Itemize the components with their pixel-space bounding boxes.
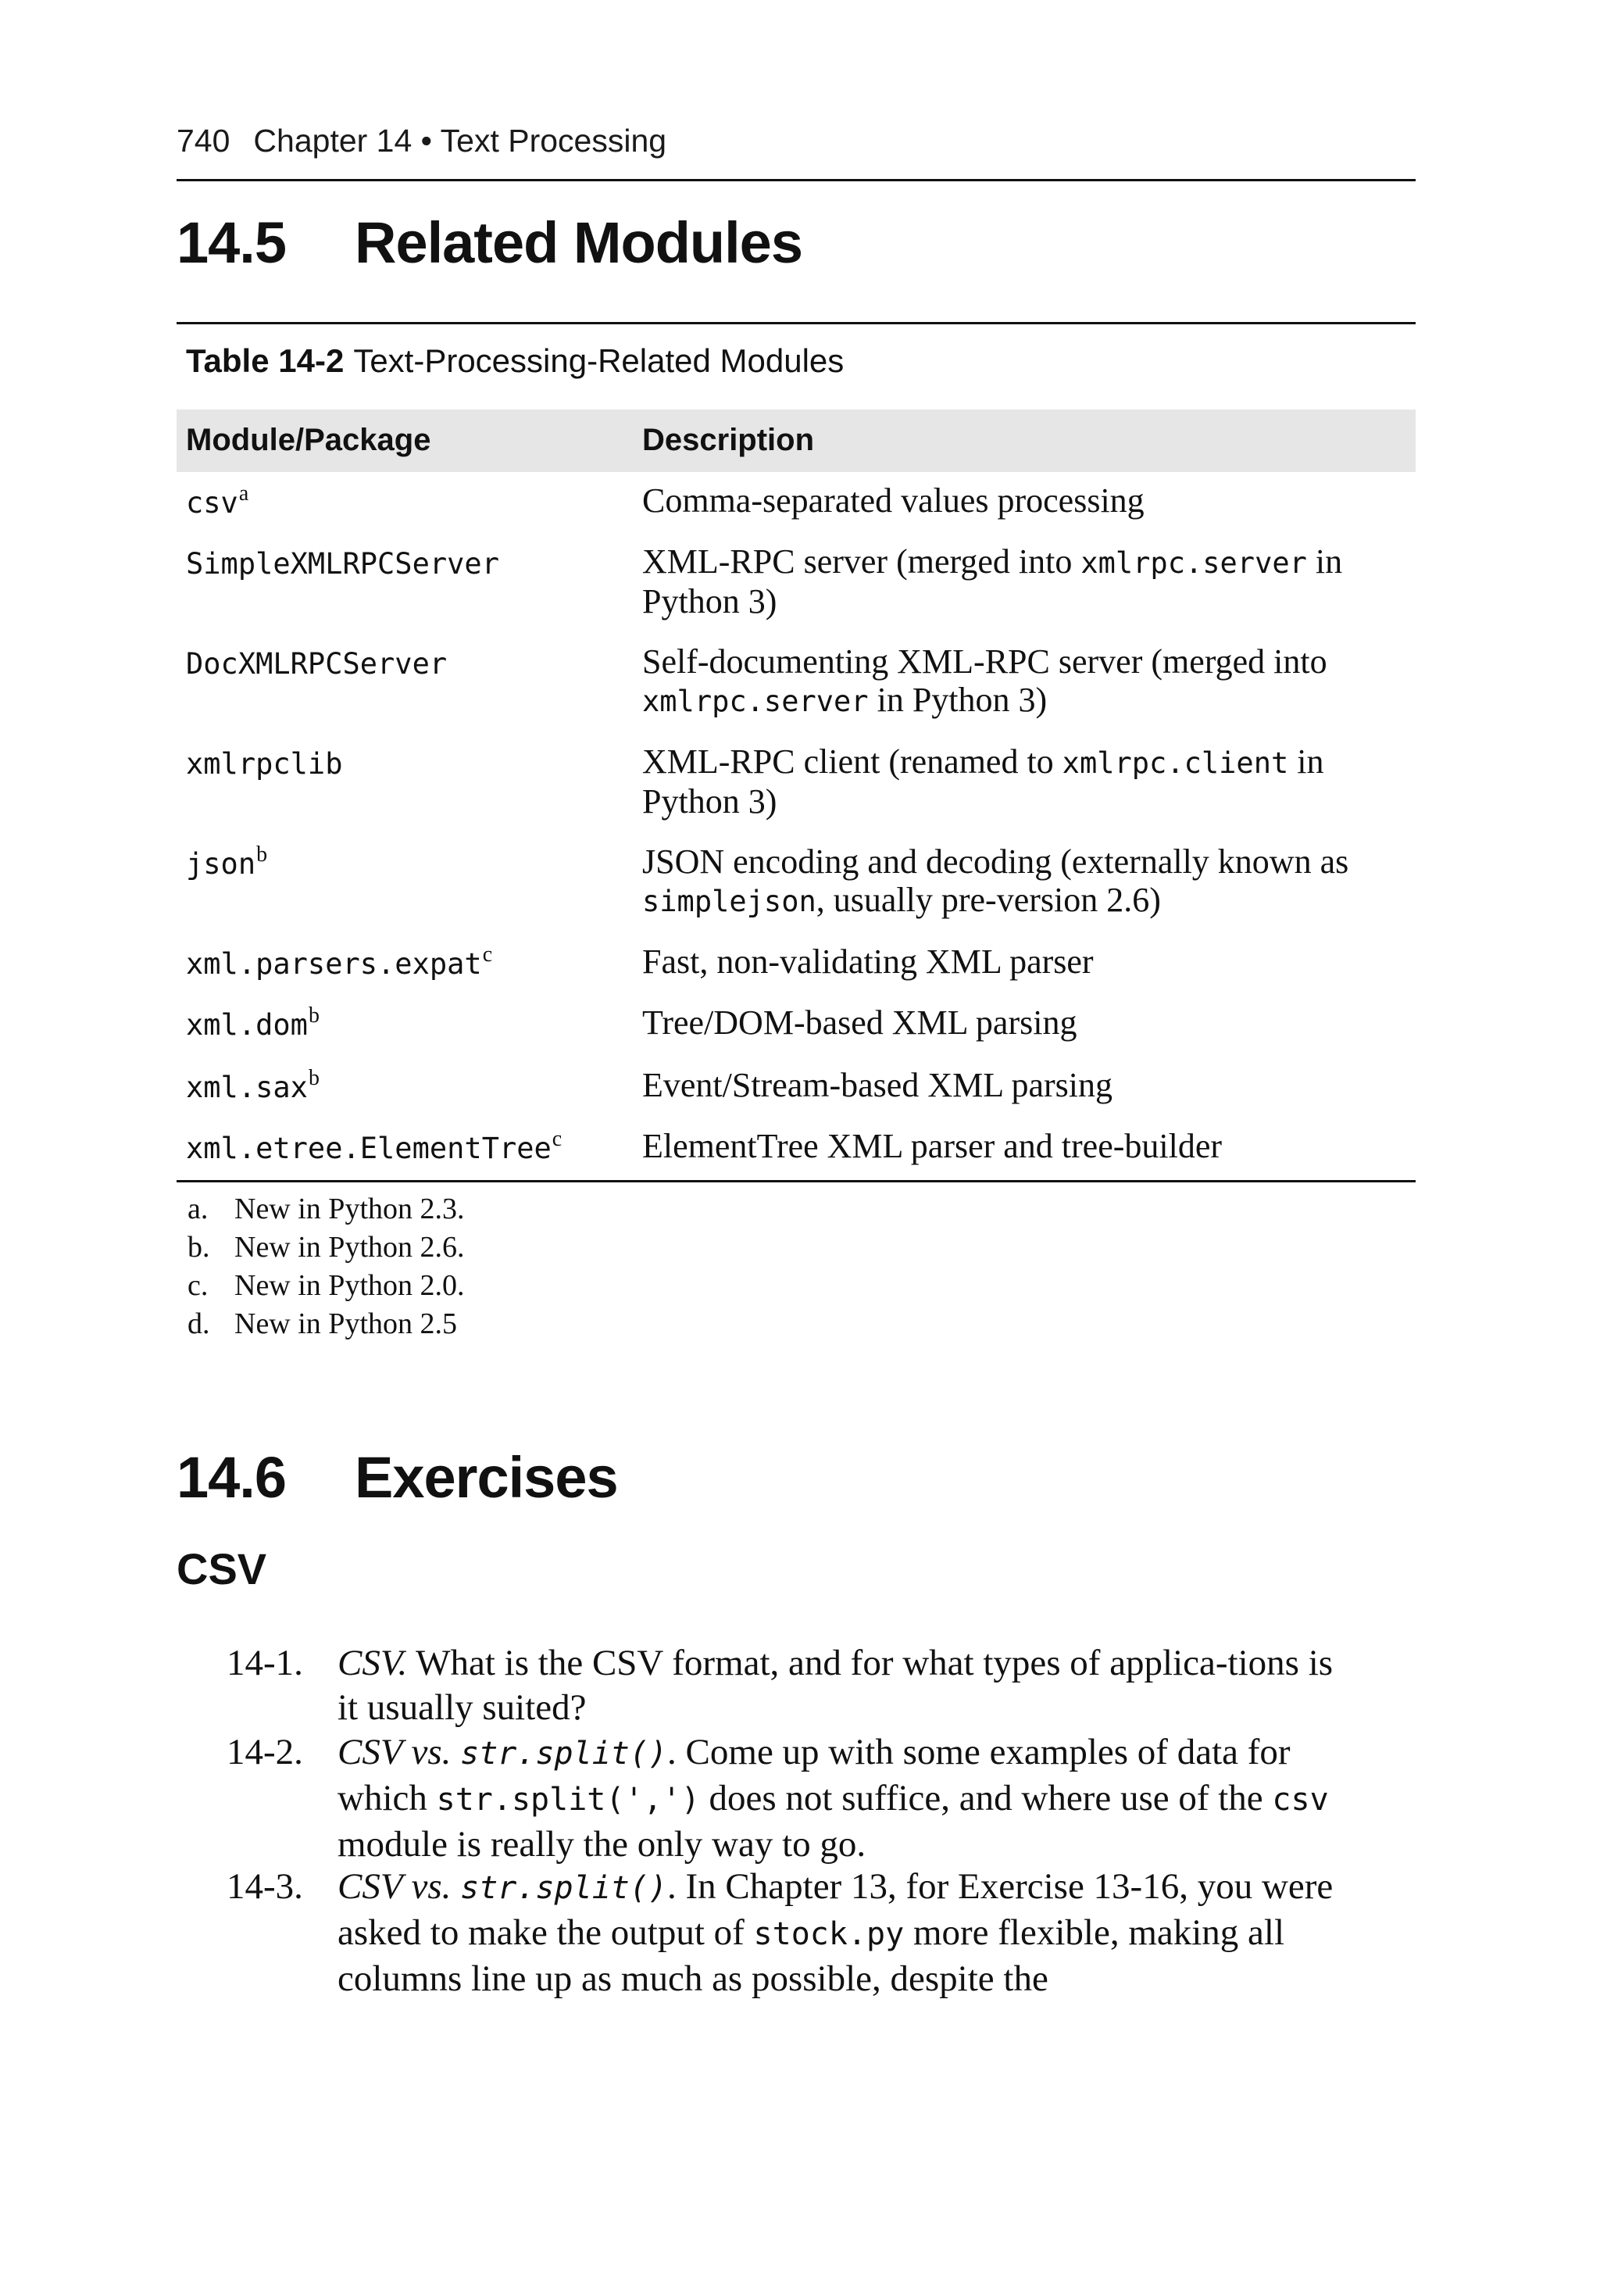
description-cell: Comma-separated values processing <box>642 481 1145 520</box>
table-top-rule <box>177 322 1416 324</box>
description-cell: Self-documenting XML-RPC server (merged into xmlrpc.server in Python 3) <box>642 642 1327 719</box>
column-header-module: Module/Package <box>186 423 431 457</box>
chapter-title: Chapter 14 • Text Processing <box>253 123 667 159</box>
module-cell: xml.dom$^b$ <box>186 1003 320 1042</box>
section-number: 14.6 <box>177 1445 287 1510</box>
footnote: a. New in Python 2.3. <box>188 1193 465 1225</box>
module-cell: xml.parsers.expat$^c$ <box>186 942 493 981</box>
description-cell: XML-RPC server (merged into xmlrpc.server in Python 3) <box>642 542 1343 620</box>
footnote: b. New in Python 2.6. <box>188 1231 465 1264</box>
footnote-ref: b <box>308 1003 320 1028</box>
description-cell: Event/Stream-based XML parsing <box>642 1066 1112 1104</box>
description-cell: XML-RPC client (renamed to xmlrpc.client in Python 3) <box>642 742 1324 821</box>
description-cell: Tree/DOM-based XML parsing <box>642 1003 1077 1042</box>
table-footnotes <box>188 1192 465 1345</box>
exercise-text: CSV. What is the CSV format, and for what types of applica-tions is it usually suited? <box>338 1643 1334 1728</box>
column-header-description: Description <box>642 423 815 457</box>
running-head <box>177 123 666 159</box>
footnote-ref: a <box>238 481 249 506</box>
section-heading-exercises <box>177 1444 618 1511</box>
section-title: Related Modules <box>355 210 802 275</box>
subsection-heading-csv: CSV <box>177 1544 267 1593</box>
module-cell: DocXMLRPCServer <box>186 647 448 681</box>
exercise-text: CSV vs. str.split(). In Chapter 13, for Exercise 13-16, you were asked to make the output of stock.py more flexible, making all columns line up as much as possible, despite the <box>338 1866 1334 1999</box>
exercise-item <box>227 1641 1359 1730</box>
description-cell: ElementTree XML parser and tree-builder <box>642 1127 1223 1165</box>
section-title: Exercises <box>355 1445 618 1510</box>
module-cell: json$^b$ <box>186 842 268 881</box>
footnote: c. New in Python 2.0. <box>188 1269 465 1302</box>
table-caption-label: Table 14-2 <box>186 342 345 379</box>
table-caption-text: Text-Processing-Related Modules <box>353 342 845 379</box>
exercise-number: 14-1. <box>227 1643 303 1683</box>
section-heading-related-modules <box>177 209 802 276</box>
exercise-item <box>227 1730 1359 1867</box>
footnote-ref: b <box>256 842 268 867</box>
table-caption <box>186 342 844 380</box>
footnote: d. New in Python 2.5 <box>188 1307 457 1340</box>
module-cell: xml.sax$^b$ <box>186 1066 320 1104</box>
module-cell: xml.etree.ElementTree$^c$ <box>186 1127 562 1165</box>
module-cell: SimpleXMLRPCServer <box>186 547 499 581</box>
description-cell: Fast, non-validating XML parser <box>642 942 1094 981</box>
table-bottom-rule <box>177 1180 1416 1182</box>
module-cell: xmlrpclib <box>186 747 343 781</box>
exercise-number: 14-2. <box>227 1732 303 1772</box>
header-rule <box>177 179 1416 181</box>
footnote-ref: c <box>552 1127 562 1151</box>
description-cell: JSON encoding and decoding (externally known as simplejson, usually pre-version 2.6) <box>642 842 1349 919</box>
exercise-item <box>227 1865 1359 2001</box>
exercise-text: CSV vs. str.split(). Come up with some examples of data for which str.split(',') does not suffice, and where use of the csv module is really the only way to go. <box>338 1732 1329 1865</box>
footnote-ref: c <box>482 942 493 967</box>
module-cell: csv$^a$ <box>186 481 249 520</box>
page-number: 740 <box>177 123 230 159</box>
exercise-number: 14-3. <box>227 1866 303 1907</box>
table-header-row <box>177 409 1416 472</box>
footnote-ref: b <box>308 1066 320 1090</box>
section-number: 14.5 <box>177 210 287 275</box>
